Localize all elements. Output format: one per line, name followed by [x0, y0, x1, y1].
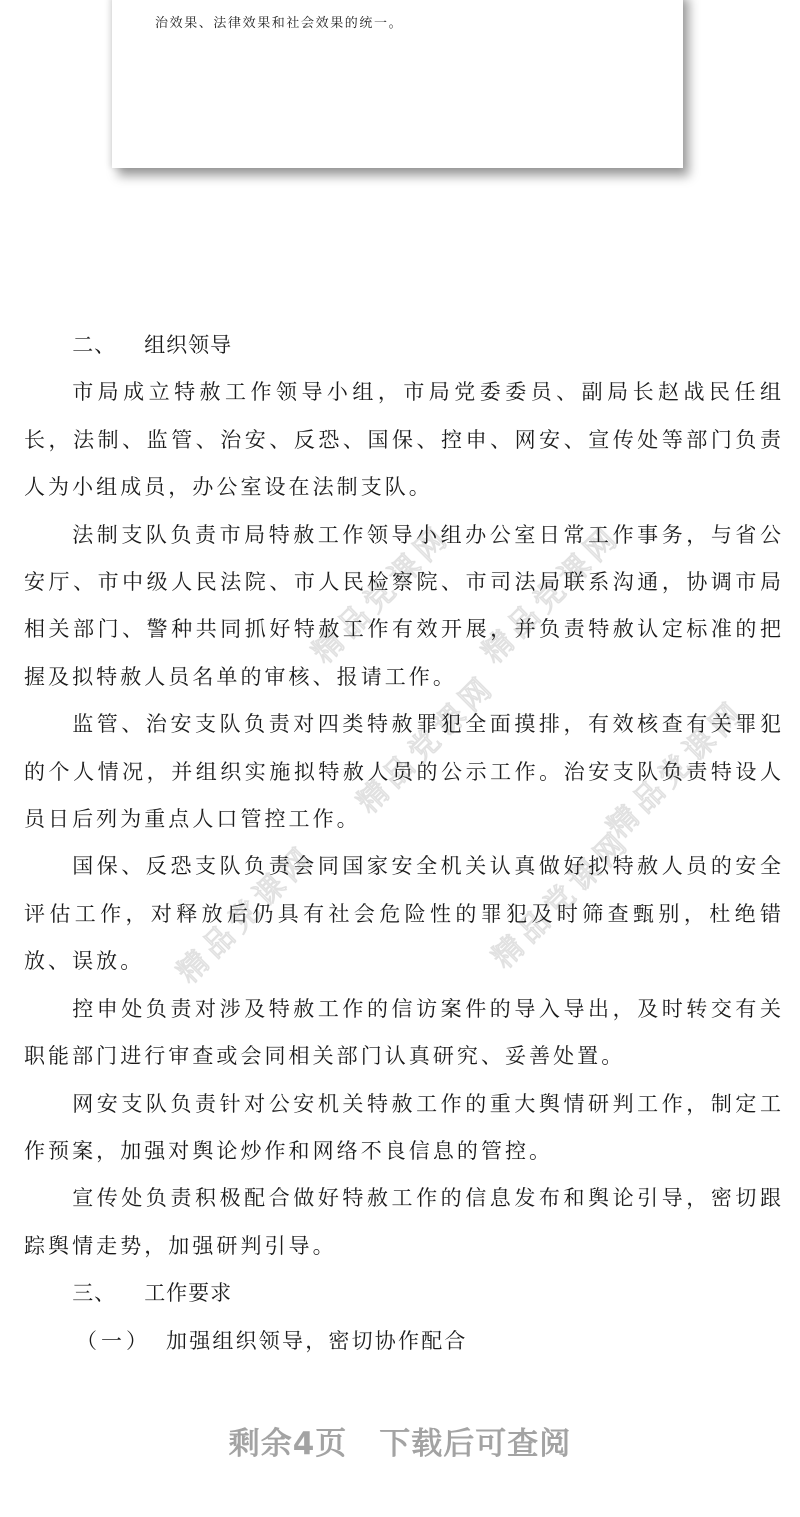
- subsection-number: （一）: [76, 1328, 151, 1353]
- download-to-view-text: 下载后可查阅: [379, 1426, 572, 1462]
- watermark: 精品党课网: [485, 823, 638, 976]
- watermark: 精品党课网: [305, 518, 458, 671]
- watermark: 精品党课网: [170, 838, 323, 991]
- watermark: 精品党课网: [475, 518, 628, 671]
- section-heading-requirements: [24, 1270, 784, 1317]
- section-heading-organization: [24, 322, 784, 369]
- subsection-heading: [24, 1318, 784, 1365]
- paragraph: 控申处负责对涉及特赦工作的信访案件的导入导出，及时转交有关职能部门进行审查或会同相关部门认真研究、妥善处置。: [24, 996, 784, 1069]
- section-number: 二、: [72, 333, 117, 357]
- section-title: 组织领导: [144, 333, 233, 357]
- document-body: [24, 322, 784, 1365]
- section-number: 三、: [72, 1281, 117, 1306]
- paragraph: 市局成立特赦工作领导小组，市局党委委员、副局长赵战民任组长，法制、监管、治安、反恐、国保、控申、网安、宣传处等部门负责人为小组成员，办公室设在法制支队。: [24, 380, 784, 500]
- remaining-pages-count: 剩余4页: [228, 1426, 348, 1462]
- subsection-title: 加强组织领导，密切协作配合: [166, 1328, 468, 1353]
- watermark: 精品党课网: [350, 668, 503, 821]
- remaining-pages-notice[interactable]: [0, 1418, 800, 1463]
- paragraph: 国保、反恐支队负责会同国家安全机关认真做好拟特赦人员的安全评估工作，对释放后仍具有社会危险性的罪犯及时筛查甄别，杜绝错放、误放。: [24, 854, 784, 974]
- watermark: 精品党课网: [600, 693, 753, 846]
- previous-page-last-line: 治效果、法律效果和社会效果的统一。: [155, 16, 404, 31]
- paragraph: 网安支队负责针对公安机关特赦工作的重大舆情研判工作，制定工作预案，加强对舆论炒作和网络不良信息的管控。: [24, 1091, 784, 1163]
- paragraph: 宣传处负责积极配合做好特赦工作的信息发布和舆论引导，密切跟踪舆情走势，加强研判引导。: [24, 1186, 784, 1258]
- section-title: 工作要求: [144, 1281, 233, 1306]
- paragraph: 法制支队负责市局特赦工作领导小组办公室日常工作事务，与省公安厅、市中级人民法院、市人民检察院、市司法局联系沟通，协调市局相关部门、警种共同抓好特赦工作有效开展，并负责特赦认定标准的把握及拟特赦人员名单的审核、报请工作。: [24, 522, 784, 689]
- previous-page-preview: [112, 0, 683, 168]
- paragraph: 监管、治安支队负责对四类特赦罪犯全面摸排，有效核查有关罪犯的个人情况，并组织实施拟特赦人员的公示工作。治安支队负责特设人员日后列为重点人口管控工作。: [24, 712, 784, 832]
